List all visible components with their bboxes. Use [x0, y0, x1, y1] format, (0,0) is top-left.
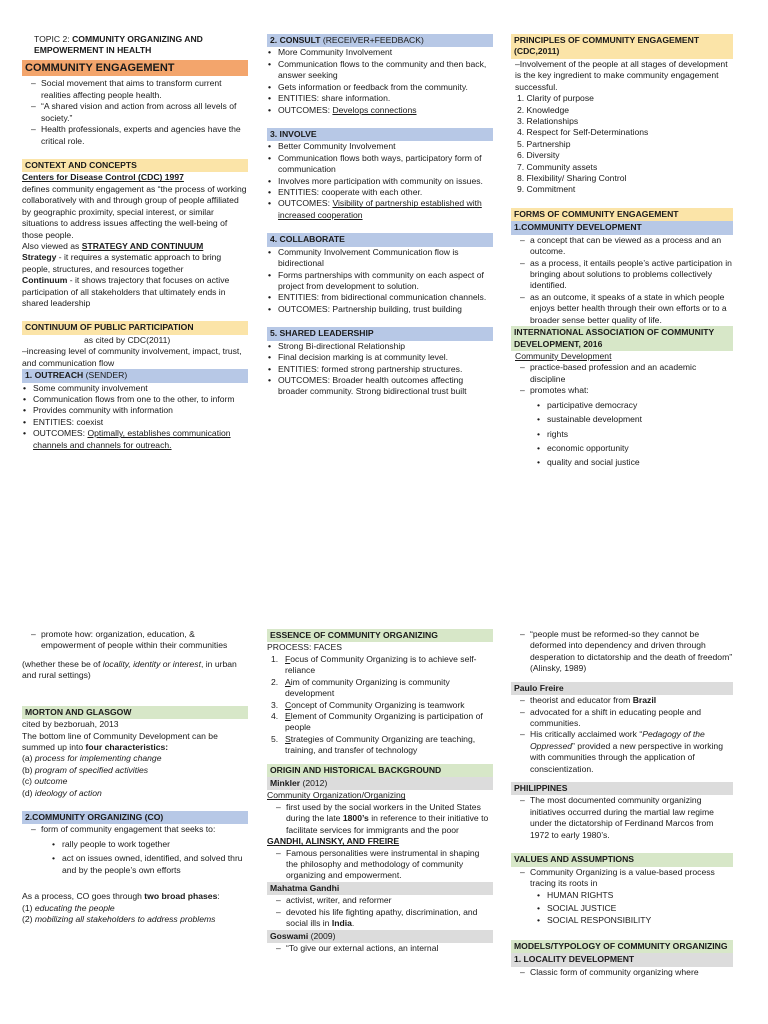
column-3-bottom: [511, 629, 733, 978]
list-item: • Communication flows to the community and then back, answer seeking: [267, 59, 493, 82]
list-item: • Communication flows from one to the other, to inform: [22, 394, 248, 405]
list-item: – Classic form of community organizing where: [519, 967, 733, 978]
cdc-definition: defines community engagement as “the process of working collaboratively with and through group of people affiliated by geographic proximity, special interest, or similar situations to address issues affecting the well-being of those people.: [22, 183, 247, 240]
essence-process: PROCESS: FACES: [267, 642, 342, 653]
list-item: • Final decision marking is at community level.: [267, 352, 493, 363]
topic-prefix: TOPIC 2:: [34, 34, 70, 44]
cdc-1997: Centers for Disease Control (CDC) 1997: [22, 172, 184, 183]
co-sub-list: [22, 839, 248, 876]
list-item: • rally people to work together: [52, 839, 248, 850]
column-1-top: [22, 34, 248, 451]
list-item: • OUTCOMES: Optimally, establishes communication channels and channels for outreach.: [22, 428, 248, 451]
continuum-def: Continuum - it shows trajectory that focuses on active participation of all stakeholders that ultimately ends in shared leadership: [22, 275, 230, 309]
list-item: • participative democracy: [537, 400, 733, 411]
list-item: 5. Partnership: [517, 138, 571, 149]
list-item: – devoted his life fighting apathy, discrimination, and social ills in India.: [275, 907, 493, 930]
list-item: • SOCIAL RESPONSIBILITY: [537, 915, 733, 926]
list-item: • OUTCOMES: Develops connections: [267, 105, 493, 116]
list-item: • Some community involvement: [22, 383, 248, 394]
gaf-list: [267, 848, 493, 882]
list-item: • act on issues owned, identified, and solved thru and by the people’s own efforts: [52, 853, 248, 876]
principles-list: [511, 93, 733, 196]
list-item: – form of community engagement that seeks to:: [30, 824, 248, 835]
models-heading: MODELS/TYPOLOGY OF COMMUNITY ORGANIZING: [511, 940, 733, 953]
essence-heading: ESSENCE OF COMMUNITY ORGANIZING: [267, 629, 493, 642]
list-item: – advocated for a shift in educating people and communities.: [519, 707, 733, 730]
list-item: • economic opportunity: [537, 443, 733, 454]
gaf-heading: GANDHI, ALINSKY, AND FREIRE: [267, 836, 400, 847]
continuum-desc: –increasing level of community involvement, impact, trust, and communication flow: [22, 346, 242, 368]
char-b: (b) program of specified activities: [22, 764, 149, 775]
gandhi-list: [267, 895, 493, 929]
freire-heading: Paulo Freire: [511, 682, 733, 695]
forms-heading: FORMS OF COMMUNITY ENGAGEMENT: [511, 208, 733, 221]
list-item: • OUTCOMES: Partnership building, trust building: [267, 304, 493, 315]
char-c: (c) outcome: [22, 776, 68, 787]
promotes-list: [511, 400, 733, 469]
list-item: 4. Element of Community Organizing is participation of people: [271, 710, 483, 733]
principles-heading: PRINCIPLES OF COMMUNITY ENGAGEMENT (CDC,2011): [511, 34, 733, 59]
list-item: – “To give our external actions, an internal: [275, 943, 493, 954]
list-item: – promotes what:: [519, 385, 733, 396]
list-item: – promote how: organization, education, & empowerment of people within their communities: [30, 629, 248, 652]
strategy-def: Strategy - it requires a systematic approach to bring people, structures, and resources together: [22, 252, 222, 274]
list-item: • Community Involvement Communication flow is bidirectional: [267, 247, 493, 270]
outreach-list: [22, 383, 248, 452]
origin-heading: ORIGIN AND HISTORICAL BACKGROUND: [267, 764, 493, 777]
list-item: • sustainable development: [537, 414, 733, 425]
list-item: • HUMAN RIGHTS: [537, 890, 733, 901]
list-item: • quality and social justice: [537, 457, 733, 468]
values-list: [511, 867, 733, 890]
list-item: • More Community Involvement: [267, 47, 493, 58]
list-item: – as an outcome, it speaks of a state in which people enjoys better health through their own efforts or to a broader sense better quality of life.: [519, 292, 733, 326]
principles-intro: –Involvement of the people at all stages of development is the key ingredient to make community engagement successful.: [515, 58, 728, 92]
alinsky-quote-list: [511, 629, 733, 675]
morton-line: The bottom line of Community Development can be summed up into four characteristics:: [22, 730, 218, 752]
also-viewed: Also viewed as STRATEGY AND CONTINUUM: [22, 240, 204, 251]
list-item: • ENTITIES: share information.: [267, 93, 493, 104]
co-process: As a process, CO goes through two broad phases:: [22, 891, 220, 902]
community-development-heading: 1.COMMUNITY DEVELOPMENT: [511, 221, 733, 234]
list-item: • Forms partnerships with community on each aspect of project from development to solution.: [267, 270, 493, 293]
list-item: 6. Diversity: [517, 150, 560, 161]
locality-heading: 1. LOCALITY DEVELOPMENT: [511, 953, 733, 966]
column-3-top: [511, 34, 733, 472]
list-item: – activist, writer, and reformer: [275, 895, 493, 906]
list-item: 9. Commitment: [517, 184, 576, 195]
list-item: • ENTITIES: coexist: [22, 417, 248, 428]
shared-leadership-heading: 5. SHARED LEADERSHIP: [267, 327, 493, 340]
goswami-list: [267, 943, 493, 954]
context-heading: CONTEXT AND CONCEPTS: [22, 159, 248, 172]
list-item: 4. Respect for Self-Determinations: [517, 127, 649, 138]
continuum-heading: CONTINUUM OF PUBLIC PARTICIPATION: [22, 321, 248, 334]
column-2-top: [267, 34, 493, 398]
involve-list: [267, 141, 493, 221]
iacd-list: [511, 362, 733, 396]
list-item: 5. Strategies of Community Organizing are teaching, training, and transfer of technology: [271, 733, 476, 756]
list-item: 7. Community assets: [517, 161, 598, 172]
collaborate-heading: 4. COLLABORATE: [267, 233, 493, 246]
list-item: – a concept that can be viewed as a process and an outcome.: [519, 235, 733, 258]
char-d: (d) ideology of action: [22, 787, 102, 798]
column-1-bottom: [22, 629, 248, 925]
list-item: – Community Organizing is a value-based process tracing its roots in: [519, 867, 733, 890]
list-item: – Health professionals, experts and agencies have the critical role.: [30, 124, 248, 147]
locality-list: [511, 967, 733, 978]
column-2-bottom: [267, 629, 493, 954]
list-item: 3. Relationships: [517, 115, 579, 126]
list-item: • Gets information or feedback from the community.: [267, 82, 493, 93]
outreach-heading: 1. OUTREACH (SENDER): [22, 369, 248, 382]
topic-title: [22, 34, 248, 57]
list-item: • OUTCOMES: Broader health outcomes affecting broader community. Strong bidirectional trust built: [267, 375, 493, 398]
essence-list: [267, 654, 493, 757]
freire-list: [511, 695, 733, 775]
list-item: 3. Concept of Community Organizing is teamwork: [271, 699, 465, 710]
goswami-heading: Goswami (2009): [267, 930, 493, 943]
list-item: • OUTCOMES: Visibility of partnership established with increased cooperation: [267, 198, 493, 221]
philippines-list: [511, 795, 733, 841]
promote-note: (whether these be of locality, identity or interest, in urban and rural settings): [22, 658, 237, 681]
values-sub-list: [511, 890, 733, 926]
list-item: 2. Aim of community Organizing is community development: [271, 676, 450, 699]
values-heading: VALUES AND ASSUMPTIONS: [511, 853, 733, 866]
promote-list: [22, 629, 248, 652]
list-item: • Better Community Involvement: [267, 141, 493, 152]
list-item: 1. Clarity of purpose: [517, 93, 594, 104]
topic-name: COMMUNITY ORGANIZING AND EMPOWERMENT IN HEALTH: [34, 34, 203, 56]
co-heading: 2.COMMUNITY ORGANIZING (CO): [22, 811, 248, 824]
list-item: • Communication flows both ways, participatory form of communication: [267, 153, 493, 176]
forms-list: [511, 235, 733, 326]
list-item: – “people must be reformed-so they cannot be deformed into dependency and driven through desperation to dictatorship and the death of freedom” (Alinsky, 1989): [519, 629, 733, 675]
iacd-heading: INTERNATIONAL ASSOCIATION OF COMMUNITY DEVELOPMENT, 2016: [511, 326, 733, 351]
list-item: • ENTITIES: from bidirectional communication channels.: [267, 292, 493, 303]
gandhi-heading: Mahatma Gandhi: [267, 882, 493, 895]
minkler-heading: Minkler (2012): [267, 777, 493, 790]
involve-heading: 3. INVOLVE: [267, 128, 493, 141]
list-item: • ENTITIES: cooperate with each other.: [267, 187, 493, 198]
list-item: – theorist and educator from Brazil: [519, 695, 733, 706]
list-item: • SOCIAL JUSTICE: [537, 903, 733, 914]
ce-list: [22, 78, 248, 147]
continuum-cited: as cited by CDC(2011): [84, 334, 171, 345]
list-item: • Provides community with information: [22, 405, 248, 416]
list-item: – practice-based profession and an academic discipline: [519, 362, 733, 385]
list-item: – Famous personalities were instrumental in shaping the philosophy and methodology of community organizing and empowerment.: [275, 848, 493, 882]
philippines-heading: PHILIPPINES: [511, 782, 733, 795]
community-engagement-heading: COMMUNITY ENGAGEMENT: [22, 60, 248, 77]
coo-list: [267, 802, 493, 836]
coo-heading: Community Organization/Organizing: [267, 790, 406, 801]
list-item: – first used by the social workers in the United States during the late 1800’s in reference to their initiative to facilitate services for immigrants and the poor: [275, 802, 493, 836]
list-item: 8. Flexibility/ Sharing Control: [517, 173, 627, 184]
iacd-sub: Community Development: [515, 350, 612, 361]
list-item: 2. Knowledge: [517, 104, 570, 115]
list-item: • Strong Bi-directional Relationship: [267, 341, 493, 352]
list-item: – “A shared vision and action from across all levels of society.”: [30, 101, 248, 124]
phase-1: (1) educating the people: [22, 902, 115, 913]
list-item: – as a process, it entails people’s active participation in bringing about solutions to problems collectively identified.: [519, 258, 733, 292]
list-item: 1. Focus of Community Organizing is to achieve self-reliance: [271, 653, 477, 676]
list-item: – Social movement that aims to transform current realities affecting people health.: [30, 78, 248, 101]
list-item: – The most documented community organizing initiatives occurred during the martial law regime under the dictatorship of Ferdinand Marcos from 1972 to early 1980’s.: [519, 795, 733, 841]
shared-list: [267, 341, 493, 398]
consult-list: [267, 47, 493, 116]
list-item: • rights: [537, 429, 733, 440]
list-item: • ENTITIES: formed strong partnership structures.: [267, 364, 493, 375]
phase-2: (2) mobilizing all stakeholders to address problems: [22, 914, 216, 925]
morton-cited: cited by bezboruah, 2013: [22, 719, 119, 730]
morton-heading: MORTON AND GLASGOW: [22, 706, 248, 719]
collaborate-list: [267, 247, 493, 316]
consult-heading: 2. CONSULT (RECEIVER+FEEDBACK): [267, 34, 493, 47]
list-item: • Involves more participation with community on issues.: [267, 176, 493, 187]
co-list: [22, 824, 248, 835]
list-item: – His critically acclaimed work “Pedagogy of the Oppressed” provided a new perspective in working with communities through the application of conscientization.: [519, 729, 733, 775]
char-a: (a) process for implementing change: [22, 753, 162, 764]
